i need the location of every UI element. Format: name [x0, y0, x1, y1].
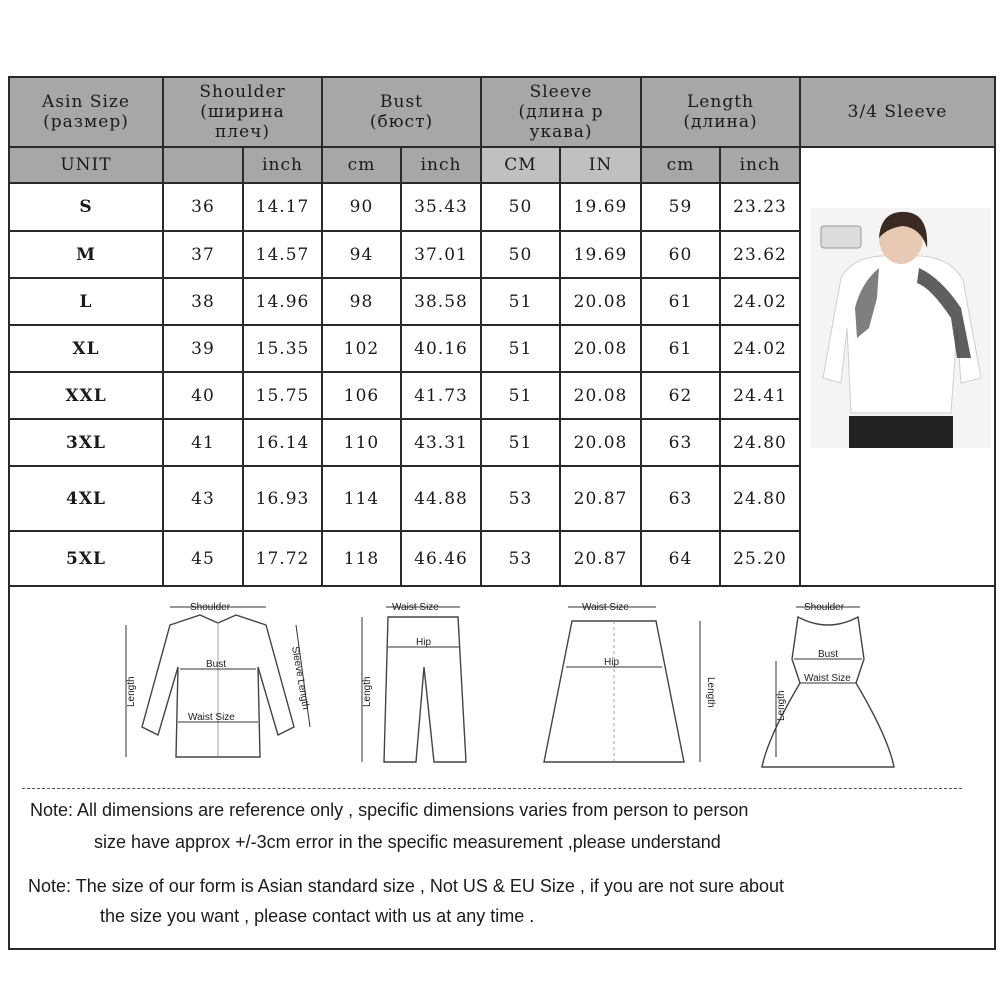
row-4xl-sleeve-in: 20.87: [560, 466, 641, 531]
header-shoulder: Shoulder (ширина плеч): [163, 77, 322, 147]
row-3xl-length-cm: 63: [641, 419, 720, 466]
row-3xl-shoulder-in: 16.14: [243, 419, 322, 466]
shirt-outline: [118, 597, 318, 772]
row-3xl-length-in: 24.80: [720, 419, 800, 466]
row-s-length-in: 23.23: [720, 183, 800, 231]
row-l-shoulder-in: 14.96: [243, 278, 322, 325]
unit-shoulder-cm: [163, 147, 243, 183]
pants-hip-label: Hip: [416, 637, 432, 648]
unit-label: UNIT: [9, 147, 163, 183]
row-s-bust-cm: 90: [322, 183, 401, 231]
row-4xl-bust-cm: 114: [322, 466, 401, 531]
skirt-length-label: Length: [705, 677, 716, 708]
dress-bust-label: Bust: [818, 649, 839, 660]
row-xxl-size: XXL: [9, 372, 163, 419]
row-s-sleeve-in: 19.69: [560, 183, 641, 231]
unit-sleeve-cm: CM: [481, 147, 560, 183]
header-length: Length (длина): [641, 77, 800, 147]
header-sleeve: Sleeve (длина р укава): [481, 77, 641, 147]
shirt-diagram: [118, 597, 318, 772]
row-m-sleeve-in: 19.69: [560, 231, 641, 278]
shirt-shoulder-label: Shoulder: [190, 602, 231, 613]
unit-length-inch: inch: [720, 147, 800, 183]
row-s-sleeve-cm: 50: [481, 183, 560, 231]
row-l-length-cm: 61: [641, 278, 720, 325]
row-xl-size: XL: [9, 325, 163, 372]
row-s-bust-in: 35.43: [401, 183, 481, 231]
row-xl-bust-cm: 102: [322, 325, 401, 372]
model-photo-cell: [800, 147, 995, 586]
dress-length-label: Length: [776, 690, 787, 721]
row-xl-shoulder-cm: 39: [163, 325, 243, 372]
skirt-waist-label: Waist Size: [582, 602, 629, 613]
row-m-shoulder-in: 14.57: [243, 231, 322, 278]
pants-diagram: [348, 597, 478, 772]
row-s-shoulder-cm: 36: [163, 183, 243, 231]
row-5xl-shoulder-in: 17.72: [243, 531, 322, 586]
row-xl-sleeve-cm: 51: [481, 325, 560, 372]
row-3xl-sleeve-in: 20.08: [560, 419, 641, 466]
dress-diagram: [748, 597, 908, 772]
row-l-bust-in: 38.58: [401, 278, 481, 325]
dress-waist-label: Waist Size: [804, 673, 851, 684]
row-m-bust-in: 37.01: [401, 231, 481, 278]
row-xxl-shoulder-cm: 40: [163, 372, 243, 419]
skirt-hip-label: Hip: [604, 657, 620, 668]
row-s-size: S: [9, 183, 163, 231]
row-3xl-sleeve-cm: 51: [481, 419, 560, 466]
row-5xl-sleeve-in: 20.87: [560, 531, 641, 586]
row-s-shoulder-in: 14.17: [243, 183, 322, 231]
row-xxl-shoulder-in: 15.75: [243, 372, 322, 419]
dress-outline: [748, 597, 908, 772]
row-m-length-in: 23.62: [720, 231, 800, 278]
note-2-line-1: Note: The size of our form is Asian standard size , Not US & EU Size , if you are not sure about: [28, 876, 785, 896]
row-3xl-shoulder-cm: 41: [163, 419, 243, 466]
header-bust: Bust (бюст): [322, 77, 481, 147]
garment-diagrams: [10, 585, 994, 785]
row-m-length-cm: 60: [641, 231, 720, 278]
model-photo: [811, 208, 991, 448]
row-l-size: L: [9, 278, 163, 325]
pants-length-label: Length: [362, 676, 373, 707]
row-xl-bust-in: 40.16: [401, 325, 481, 372]
size-chart-table: [8, 76, 996, 587]
row-xl-length-in: 24.02: [720, 325, 800, 372]
unit-bust-cm: cm: [322, 147, 401, 183]
dress-shoulder-label: Shoulder: [804, 602, 845, 613]
row-l-bust-cm: 98: [322, 278, 401, 325]
row-5xl-bust-in: 46.46: [401, 531, 481, 586]
row-4xl-sleeve-cm: 53: [481, 466, 560, 531]
pants-outline: [348, 597, 478, 772]
notes-divider: [22, 788, 962, 789]
note-1-line-2: size have approx +/-3cm error in the specific measurement ,please understand: [94, 832, 721, 852]
row-3xl-size: 3XL: [9, 419, 163, 466]
row-m-shoulder-cm: 37: [163, 231, 243, 278]
shirt-bust-label: Bust: [206, 659, 227, 670]
pants-waist-label: Waist Size: [392, 602, 439, 613]
shirt-waist-label: Waist Size: [188, 712, 235, 723]
row-l-sleeve-in: 20.08: [560, 278, 641, 325]
row-m-bust-cm: 94: [322, 231, 401, 278]
shirt-length-label: Length: [126, 676, 137, 707]
row-xxl-bust-in: 41.73: [401, 372, 481, 419]
row-5xl-shoulder-cm: 45: [163, 531, 243, 586]
row-4xl-size: 4XL: [9, 466, 163, 531]
header-asin-size: Asin Size (размер): [9, 77, 163, 147]
row-5xl-length-in: 25.20: [720, 531, 800, 586]
row-l-sleeve-cm: 51: [481, 278, 560, 325]
unit-shoulder-inch: inch: [243, 147, 322, 183]
shirt-sleeve-label: Sleeve Length: [289, 645, 311, 711]
row-4xl-shoulder-cm: 43: [163, 466, 243, 531]
row-xxl-sleeve-cm: 51: [481, 372, 560, 419]
row-3xl-bust-cm: 110: [322, 419, 401, 466]
row-xl-sleeve-in: 20.08: [560, 325, 641, 372]
row-5xl-length-cm: 64: [641, 531, 720, 586]
row-l-length-in: 24.02: [720, 278, 800, 325]
row-3xl-bust-in: 43.31: [401, 419, 481, 466]
note-2-line-2: the size you want , please contact with us at any time .: [100, 906, 535, 926]
unit-bust-inch: inch: [401, 147, 481, 183]
unit-sleeve-in: IN: [560, 147, 641, 183]
row-xl-shoulder-in: 15.35: [243, 325, 322, 372]
row-5xl-bust-cm: 118: [322, 531, 401, 586]
row-4xl-shoulder-in: 16.93: [243, 466, 322, 531]
row-xxl-sleeve-in: 20.08: [560, 372, 641, 419]
row-m-size: M: [9, 231, 163, 278]
row-xxl-bust-cm: 106: [322, 372, 401, 419]
row-xxl-length-cm: 62: [641, 372, 720, 419]
row-5xl-sleeve-cm: 53: [481, 531, 560, 586]
row-5xl-size: 5XL: [9, 531, 163, 586]
row-xxl-length-in: 24.41: [720, 372, 800, 419]
unit-length-cm: cm: [641, 147, 720, 183]
row-l-shoulder-cm: 38: [163, 278, 243, 325]
skirt-outline: [532, 597, 722, 772]
header-style: 3/4 Sleeve: [800, 77, 995, 147]
row-m-sleeve-cm: 50: [481, 231, 560, 278]
skirt-diagram: [532, 597, 722, 772]
row-xl-length-cm: 61: [641, 325, 720, 372]
row-s-length-cm: 59: [641, 183, 720, 231]
row-4xl-bust-in: 44.88: [401, 466, 481, 531]
row-4xl-length-cm: 63: [641, 466, 720, 531]
row-4xl-length-in: 24.80: [720, 466, 800, 531]
note-1-line-1: Note: All dimensions are reference only , specific dimensions varies from person to person: [30, 800, 749, 820]
